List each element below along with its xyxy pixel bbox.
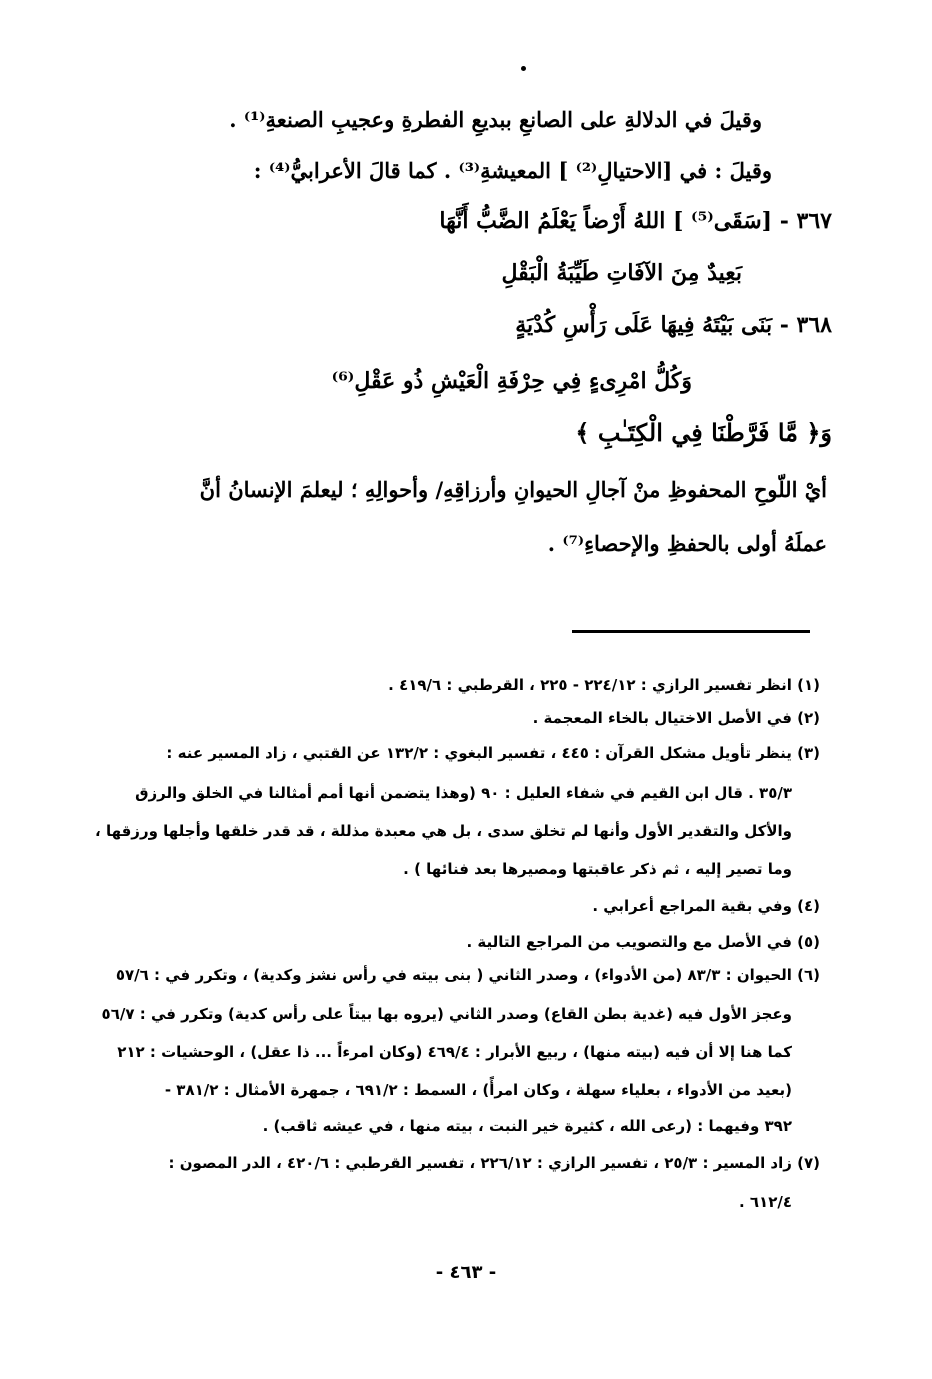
footnote-7: (٧) زاد المسير : ٢٥/٣ ، تفسير الرازي : ٢٢٦/١٢ ، تفسير القرطبي : ٤٢٠/٦ ، الدر المصون : xyxy=(168,1154,820,1172)
footnote-1: (١) انظر تفسير الرازي : ٢٢٤/١٢ - ٢٢٥ ، القرطبي : ٤١٩/٦ . xyxy=(388,676,820,694)
footnote-6-line-4: (بعيد من الأدواء ، بعلياء سهلة ، وكان امرأً) ، السمط : ٦٩١/٢ ، جمهرة الأمثال : ٣٨١/٢ - xyxy=(164,1081,792,1099)
footnote-7-line-2: ٦١٢/٤ . xyxy=(738,1193,792,1211)
footnote-6-line-5: ٣٩٢ وفيهما : (رعى الله ، كثيرة خير النبت ، بيته منها ، في عيشه ثاقب) . xyxy=(262,1117,792,1135)
main-text-line-1: وقيلَ في الدلالةِ على الصانعِ ببديعِ الفطرةِ وعجيبِ الصنعةِ⁽¹⁾ . xyxy=(229,107,762,132)
main-text-line-2: وقيلَ : في [الاحتيالِ⁽²⁾ ] المعيشةِ⁽³⁾ . كما قالَ الأعرابيُّ⁽⁴⁾ : xyxy=(253,158,772,183)
footnote-3-line-3: والأكل والتقدير الأول وأنها لم تخلق سدى ، بل هي معبدة مذللة ، قد قدر خلقها وأجلها ورزقها ، xyxy=(95,822,792,840)
footnote-3-line-4: وما تصير إليه ، ثم ذكر عاقبتها ومصيرها بعد فنائها ) . xyxy=(403,860,792,878)
footnote-separator-rule xyxy=(572,630,810,633)
quran-verse-quote: وَ﴿ مَّا فَرَّطْنَا فِي الْكِتَـٰبِ ﴾ xyxy=(575,418,832,447)
poem-verse-368-second-hemistich: وَكُلُّ امْرِىءٍ فِي حِرْفَةِ الْعَيْشِ ذُو عَقْلِ⁽⁶⁾ xyxy=(331,368,692,394)
poem-verse-368-first-hemistich: ٣٦٨ - بَنَى بَيْتَهُ فِيهَا عَلَى رَأْسِ كُدْيَةٍ xyxy=(515,312,832,338)
footnote-6-line-2: وعجز الأول فيه (غدية بطن القاع) وصدر الثاني (يروه بها بيتاً على رأس كدية) وتكرر في : ٥٦/٧ xyxy=(101,1005,792,1023)
footnote-4: (٤) وفي بقية المراجع أعرابي . xyxy=(592,897,820,915)
poem-verse-367-first-hemistich: ٣٦٧ - [سَقَى⁽⁵⁾ ] اللهُ أَرْضاً يَعْلَمُ الضَّبُّ أَنَّهَا xyxy=(439,208,832,234)
footnote-6-line-3: كما هنا إلا أن فيه (بيته منها) ، ربيع الأبرار : ٤٦٩/٤ (وكان امرءاً ... ذا عقل) ، الوحشيات : ٢١٢ xyxy=(117,1043,792,1061)
top-dot-mark xyxy=(521,66,526,71)
footnote-3-line-2: ٣٥/٣ . قال ابن القيم في شفاء العليل : ٩٠ (وهذا يتضمن أنها أمم أمثالنا في الخلق والرزق xyxy=(135,784,792,802)
footnote-6: (٦) الحيوان : ٨٣/٣ (من الأدواء) ، وصدر الثاني ( بنى بيته في رأس نشز وكدية) ، وتكرر في : ٥٧/٦ xyxy=(115,966,820,984)
main-text-line-4: عملَهُ أولى بالحفظِ والإحصاءِ⁽⁷⁾ . xyxy=(547,531,827,556)
footnote-3: (٣) ينظر تأويل مشكل القرآن : ٤٤٥ ، تفسير البغوي : ١٣٢/٢ عن القتبي ، زاد المسير عنه : xyxy=(166,744,820,762)
footnote-5: (٥) في الأصل مع والتصويب من المراجع التالية . xyxy=(466,933,820,951)
footnote-2: (٢) في الأصل الاختيال بالخاء المعجمة . xyxy=(532,709,820,727)
main-text-line-3: أيْ اللّوحِ المحفوظِ منْ آجالِ الحيوانِ وأرزاقِهِ/ وأحوالِهِ ؛ ليعلمَ الإنسانُ أنَّ xyxy=(199,477,827,502)
poem-verse-367-second-hemistich: بَعِيدٌ مِنَ الآفَاتِ طَيِّبَةُ الْبَقْلِ xyxy=(501,260,742,286)
page-number: - ٤٦٣ - xyxy=(435,1262,497,1283)
